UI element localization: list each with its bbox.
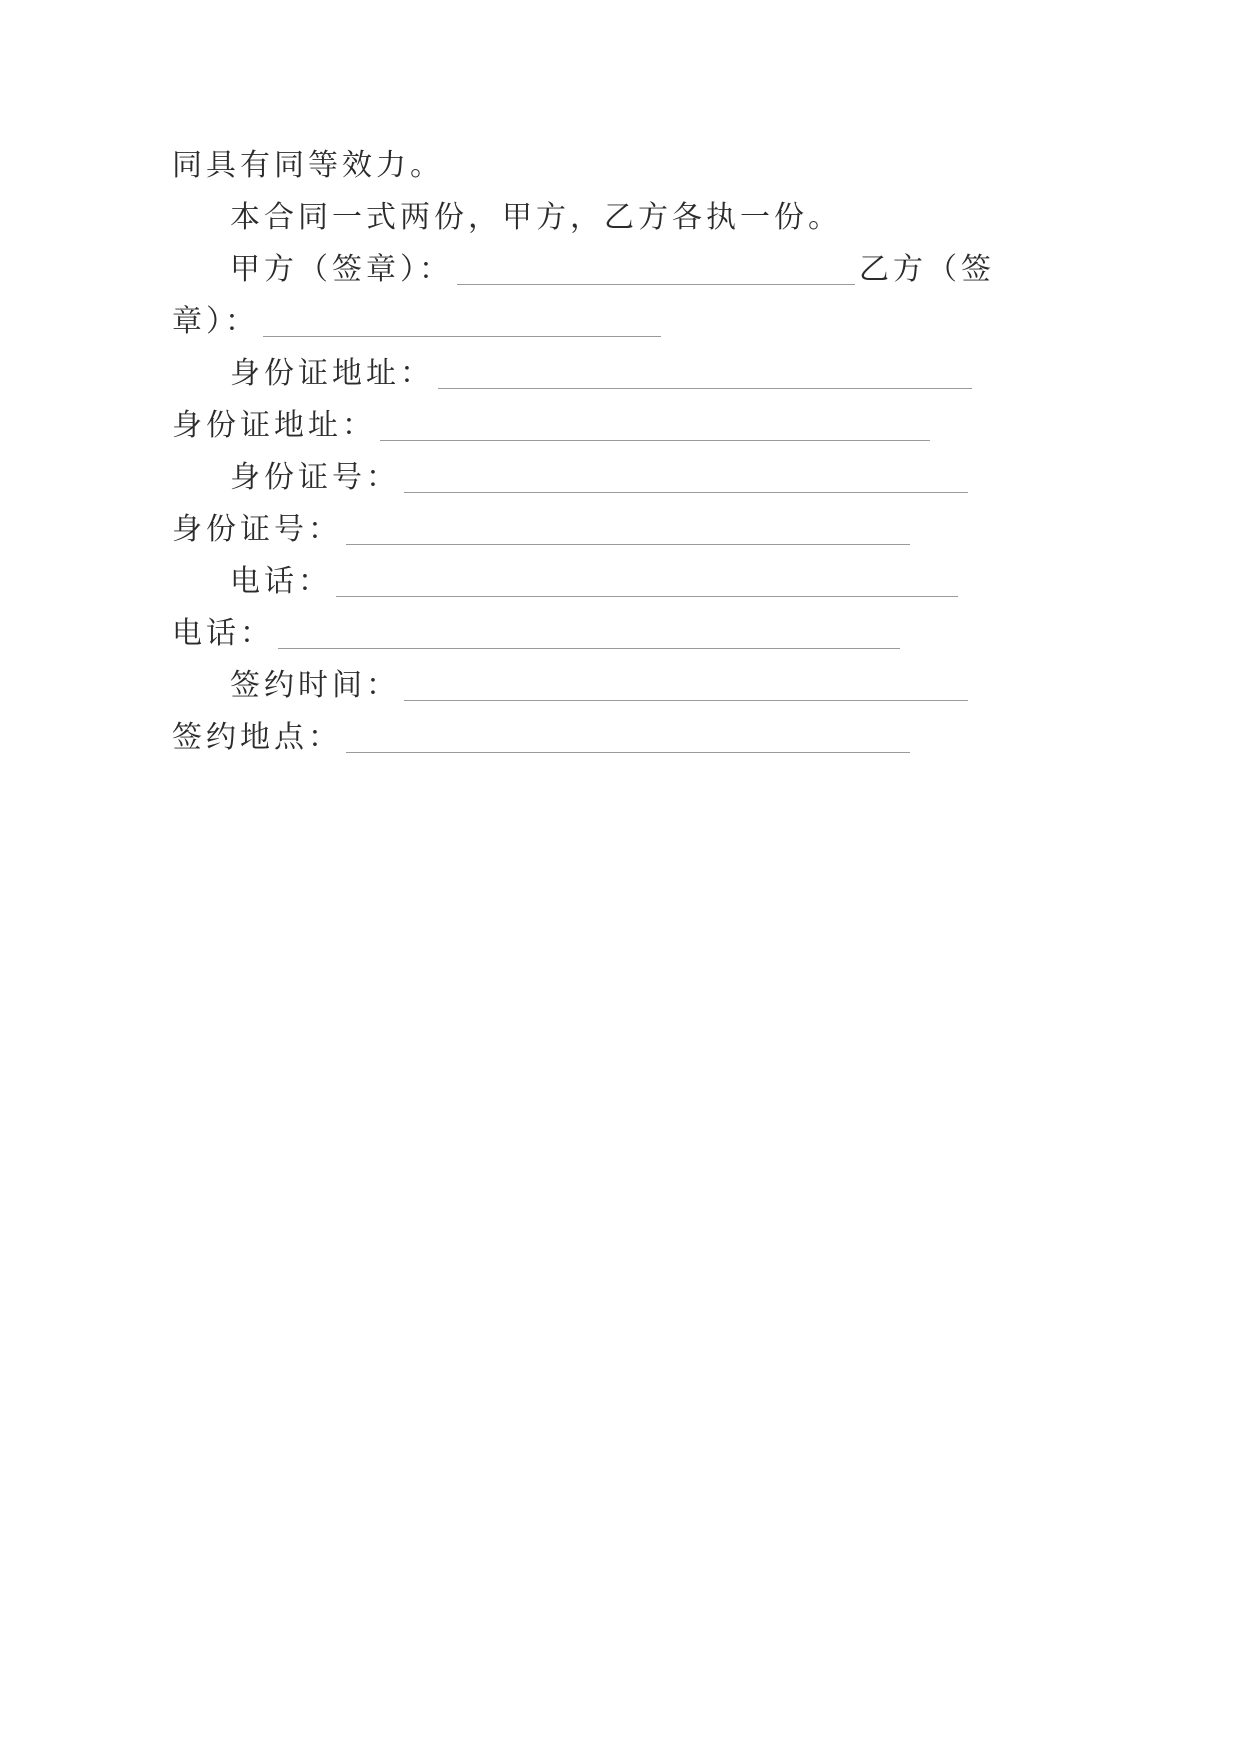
party-a-id-number-line (230, 456, 968, 500)
party-a-id-address-blank[interactable] (438, 387, 972, 389)
signing-time-label: 签约时间： (230, 668, 400, 703)
party-b-id-address-line (172, 404, 930, 448)
party-a-id-address-line (230, 352, 972, 396)
copies-clause-text: 本合同一式两份，甲方，乙方各执一份。 (230, 200, 842, 235)
signature-line-1 (230, 248, 995, 292)
party-b-id-number-label: 身份证号： (172, 512, 342, 547)
signing-place-line (172, 716, 910, 760)
party-b-signature-blank[interactable] (263, 335, 661, 337)
signing-time-line (230, 664, 968, 708)
party-a-id-number-blank[interactable] (404, 491, 968, 493)
party-b-signature-label-part1: 乙方（签 (859, 252, 995, 287)
party-b-id-address-label: 身份证地址： (172, 408, 376, 443)
signing-time-blank[interactable] (404, 699, 968, 701)
party-a-signature-blank[interactable] (457, 283, 855, 285)
party-a-phone-label: 电话： (230, 564, 332, 599)
party-a-signature-label: 甲方（签章）： (230, 252, 453, 287)
signing-place-label: 签约地点： (172, 720, 342, 755)
signature-line-2 (172, 300, 661, 344)
continuation-line (172, 144, 444, 188)
party-b-phone-label: 电话： (172, 616, 274, 651)
party-b-id-address-blank[interactable] (380, 439, 930, 441)
signing-place-blank[interactable] (346, 751, 910, 753)
party-b-phone-line (172, 612, 900, 656)
party-b-id-number-blank[interactable] (346, 543, 910, 545)
party-a-id-number-label: 身份证号： (230, 460, 400, 495)
copies-clause-line (230, 196, 842, 240)
party-a-id-address-label: 身份证地址： (230, 356, 434, 391)
party-b-signature-label-part2: 章）： (172, 304, 259, 339)
continuation-text: 同具有同等效力。 (172, 148, 444, 183)
party-a-phone-line (230, 560, 958, 604)
party-b-phone-blank[interactable] (278, 647, 900, 649)
party-b-id-number-line (172, 508, 910, 552)
party-a-phone-blank[interactable] (336, 595, 958, 597)
